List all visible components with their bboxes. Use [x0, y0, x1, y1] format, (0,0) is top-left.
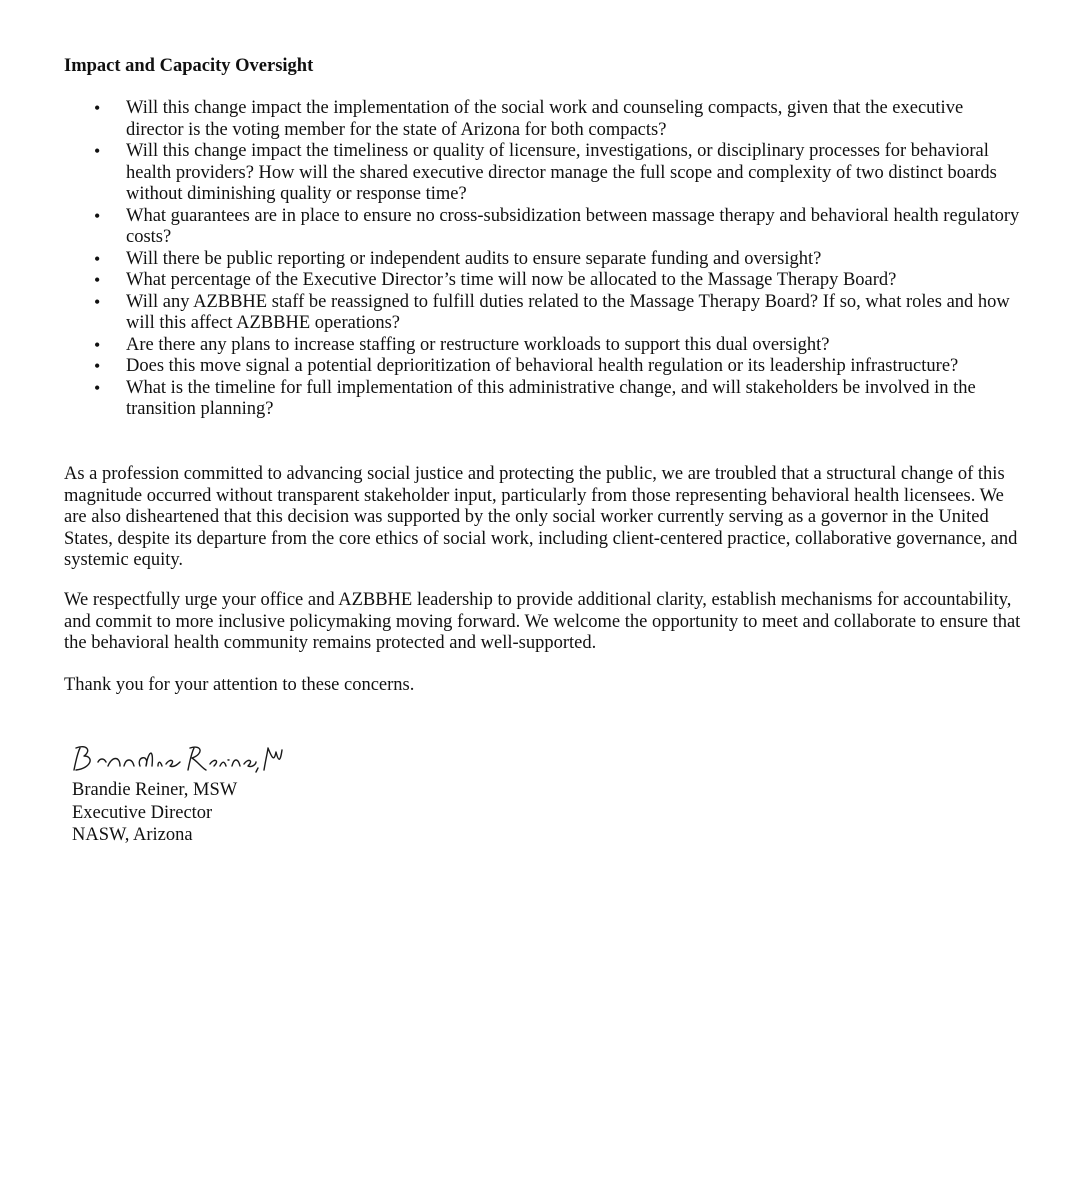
- concern-paragraph: As a profession committed to advancing social justice and protecting the public, we are troubled that a structural change of this magnitude occurred without transparent stakeholder input, particularly from those representing behavioral health licensees. We are also disheartened that this decision was supported by the only social worker currently serving as a governor in the United States, despite its departure from the core ethics of social work, including client-centered practice, collaborative governance, and systemic equity.: [64, 464, 1018, 570]
- list-item: [64, 270, 1024, 292]
- list-item: [64, 335, 1024, 357]
- concerns-list: [64, 98, 1024, 421]
- signer-title: Executive Director: [72, 802, 213, 823]
- list-item-text: What percentage of the Executive Director’s time will now be allocated to the Massage Therapy Board?: [126, 270, 897, 290]
- bullet-icon: •: [94, 334, 101, 355]
- handwritten-signature: [70, 742, 290, 782]
- list-item-text: Will this change impact the implementation of the social work and counseling compacts, given that the executive director is the voting member for the state of Arizona for both compacts?: [126, 98, 964, 140]
- list-item-text: Will there be public reporting or independent audits to ensure separate funding and oversight?: [126, 248, 822, 269]
- list-item-text: Does this move signal a potential deprioritization of behavioral health regulation or its leadership infrastructure?: [126, 356, 959, 376]
- bullet-icon: •: [94, 141, 101, 161]
- list-item-text: Will any AZBBHE staff be reassigned to fulfill duties related to the Massage Therapy Board? If so, what roles and how will this affect AZBBHE operations?: [126, 291, 1010, 333]
- bullet-icon: •: [94, 248, 101, 269]
- bullet-icon: •: [94, 98, 101, 118]
- list-item: [64, 141, 1024, 206]
- bullet-icon: •: [94, 291, 101, 312]
- list-item: [64, 292, 1024, 335]
- list-item: [64, 206, 1024, 249]
- list-item-text: What guarantees are in place to ensure no cross-subsidization between massage therapy and behavioral health regulatory costs?: [126, 205, 1020, 247]
- list-item: [64, 356, 1024, 378]
- list-item-text: What is the timeline for full implementation of this administrative change, and will stakeholders be involved in the transition planning?: [126, 377, 976, 419]
- list-item-text: Are there any plans to increase staffing or restructure workloads to support this dual oversight?: [126, 334, 830, 355]
- section-heading: Impact and Capacity Oversight: [64, 56, 314, 76]
- bullet-icon: •: [94, 270, 101, 290]
- bullet-icon: •: [94, 205, 101, 226]
- request-paragraph: We respectfully urge your office and AZBBHE leadership to provide additional clarity, establish mechanisms for accountability, and commit to more inclusive policymaking moving forward. We welcome the opportunity to meet and collaborate to ensure that the behavioral health community remains protected and well-supported.: [64, 590, 1021, 653]
- signature-block: [72, 779, 237, 847]
- list-item: [64, 249, 1024, 271]
- signer-organization: NASW, Arizona: [72, 825, 193, 845]
- bullet-icon: •: [94, 356, 101, 376]
- list-item-text: Will this change impact the timeliness or quality of licensure, investigations, or disciplinary processes for behavioral health providers? How will the shared executive director manage the full scope and complexity of two distinct boards without diminishing quality or response time?: [126, 141, 997, 204]
- closing-paragraph: Thank you for your attention to these concerns.: [64, 675, 415, 695]
- list-item: [64, 98, 1024, 141]
- bullet-icon: •: [94, 377, 101, 398]
- signer-name: Brandie Reiner, MSW: [72, 780, 238, 800]
- list-item: [64, 378, 1024, 421]
